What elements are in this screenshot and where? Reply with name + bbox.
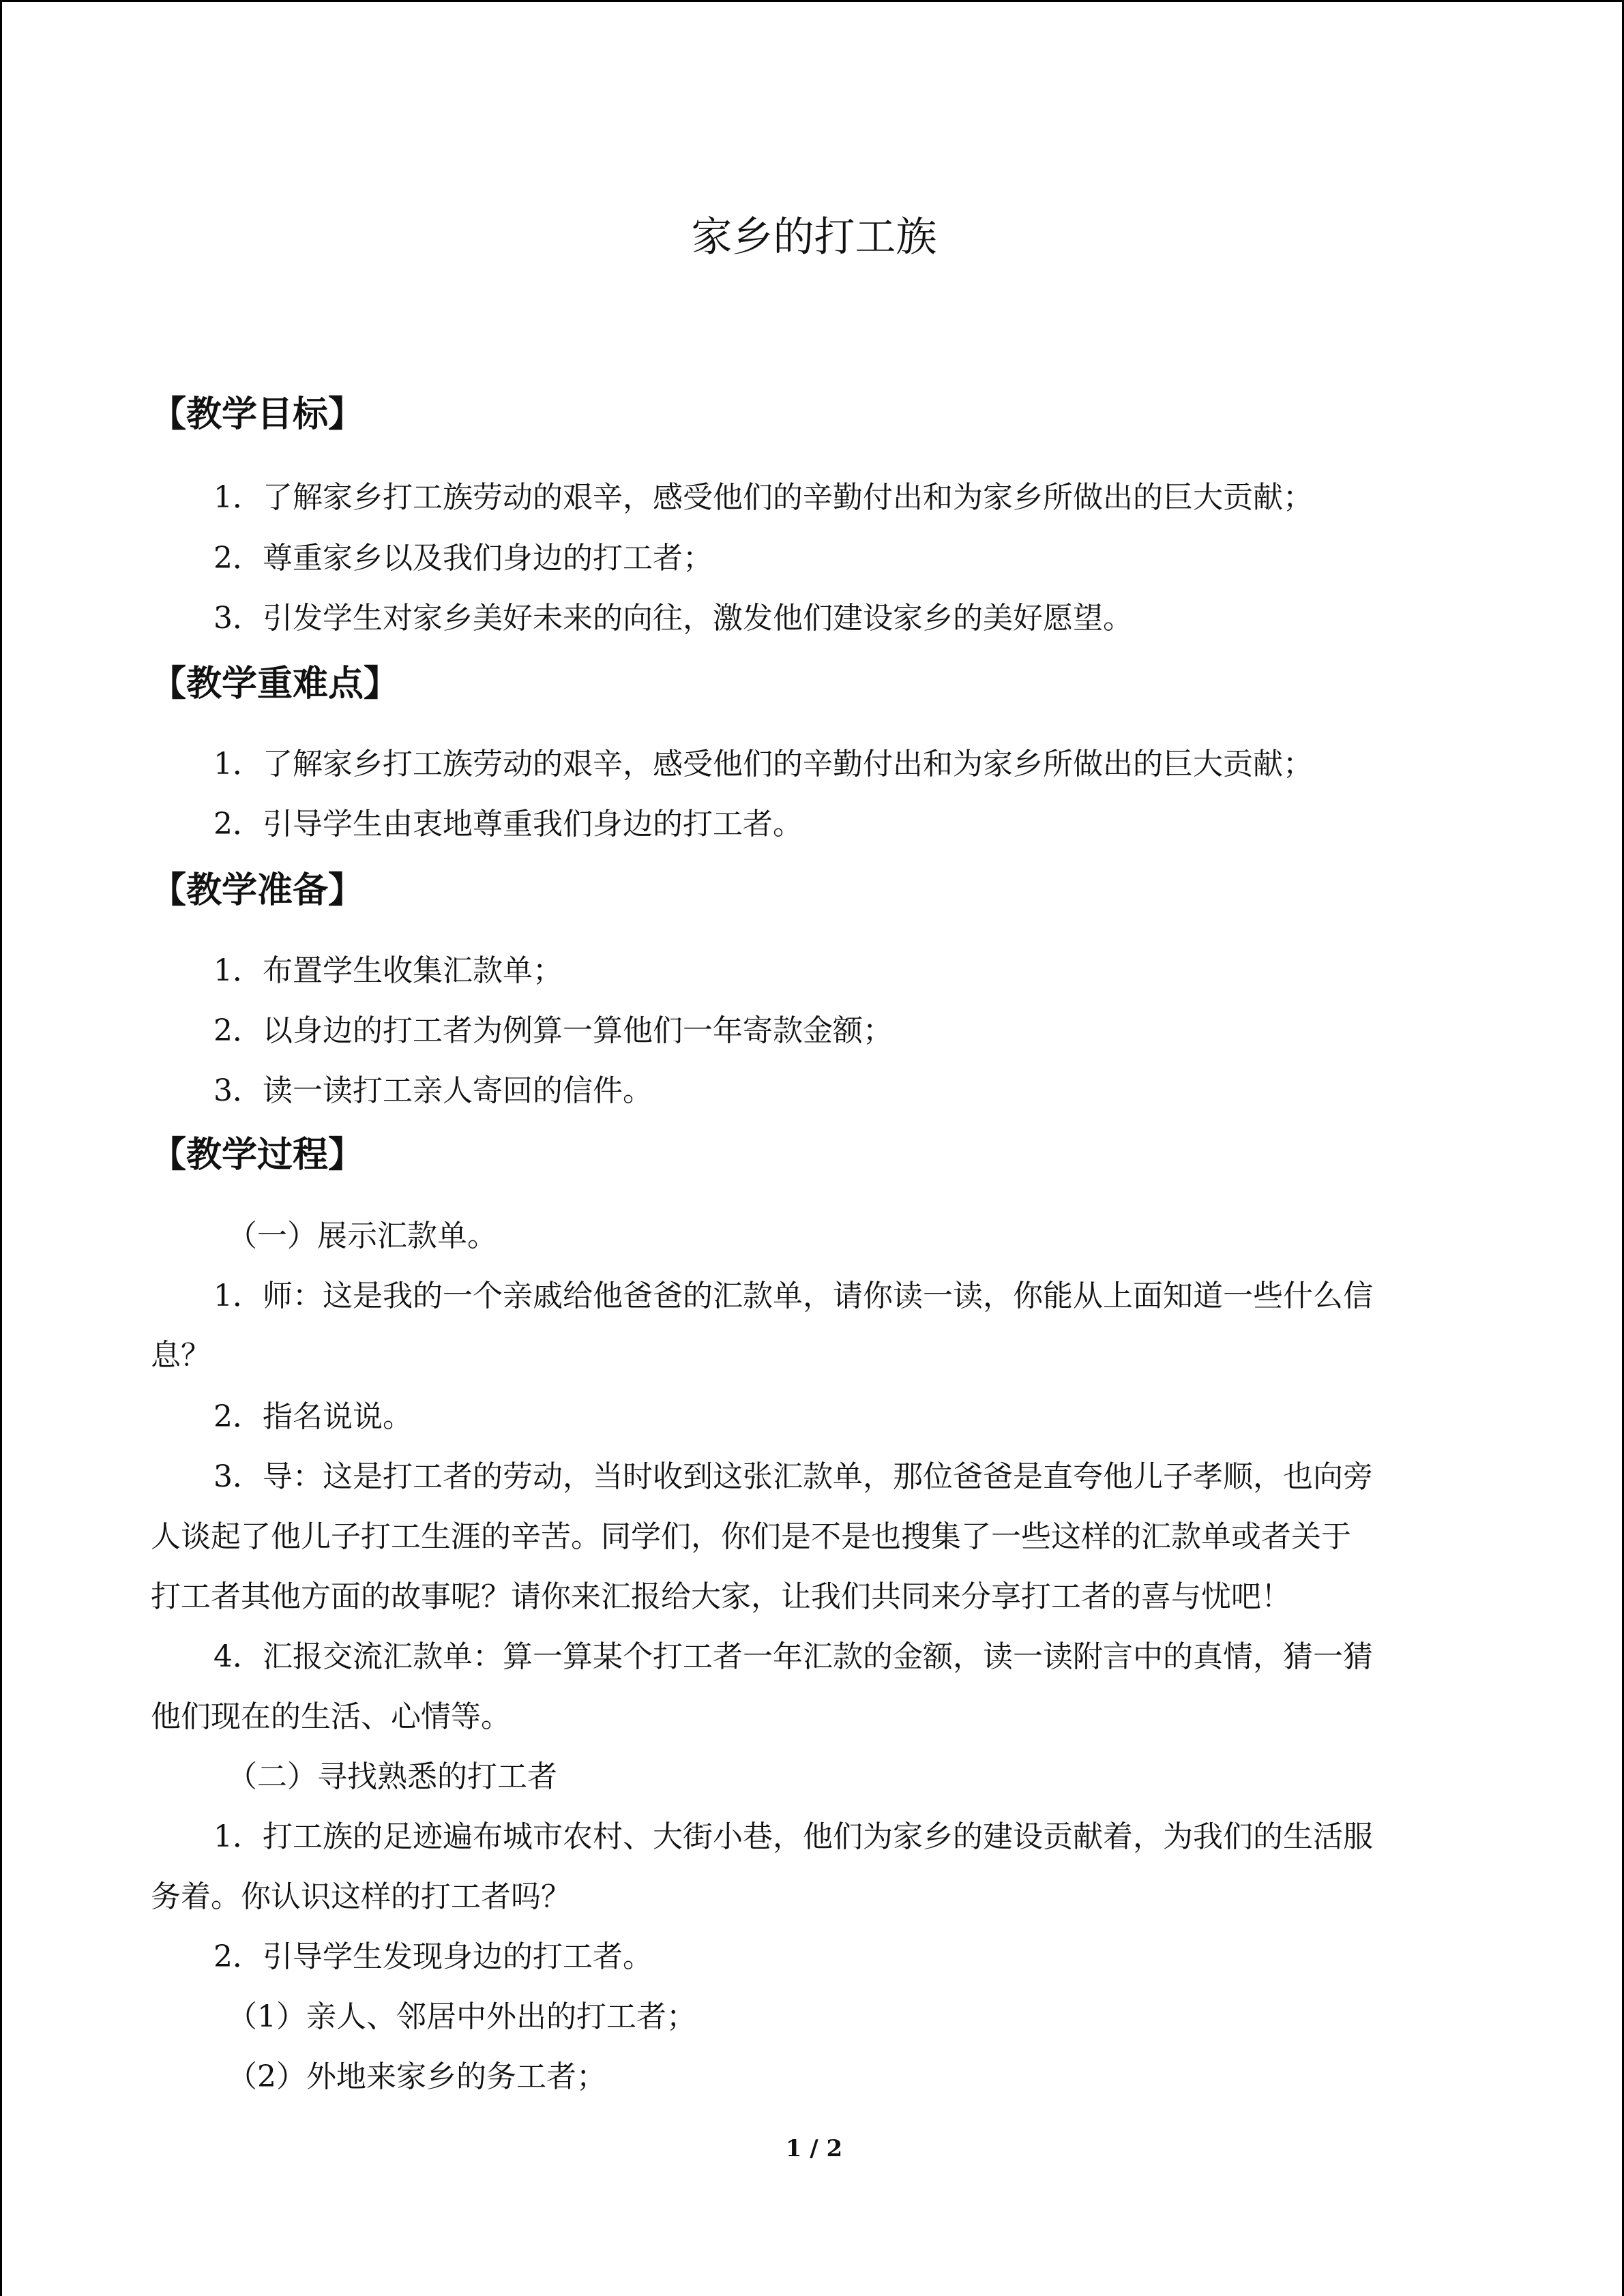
process-line: 1．打工族的足迹遍布城市农村、大街小巷，他们为家乡的建设贡献着，为我们的生活服 <box>213 1819 1373 1854</box>
process-line: 2．指名说说。 <box>213 1399 413 1434</box>
preparation-item: 1．布置学生收集汇款单； <box>213 953 563 988</box>
process-subheading: （一）展示汇款单。 <box>227 1219 497 1253</box>
process-line: 2．引导学生发现身边的打工者。 <box>213 1939 653 1974</box>
section-heading-preparation: 【教学准备】 <box>151 870 364 911</box>
process-subheading: （二）寻找熟悉的打工者 <box>227 1759 557 1794</box>
goal-item: 3．引发学生对家乡美好未来的向往，激发他们建设家乡的美好愿望。 <box>213 601 1133 636</box>
section-heading-goals: 【教学目标】 <box>151 394 364 435</box>
process-line: 务着。你认识这样的打工者吗？ <box>151 1879 571 1914</box>
process-line: 3．导：这是打工者的劳动，当时收到这张汇款单，那位爸爸是直夸他儿子孝顺，也向旁 <box>213 1459 1373 1494</box>
preparation-item: 3．读一读打工亲人寄回的信件。 <box>213 1073 653 1108</box>
goal-item: 1．了解家乡打工族劳动的艰辛，感受他们的辛勤付出和为家乡所做出的巨大贡献； <box>213 480 1313 515</box>
process-line: 1．师：这是我的一个亲戚给他爸爸的汇款单，请你读一读，你能从上面知道一些什么信 <box>213 1279 1373 1313</box>
goal-item: 2．尊重家乡以及我们身边的打工者； <box>213 541 713 576</box>
process-line: 他们现在的生活、心情等。 <box>151 1699 511 1734</box>
process-line: 4．汇报交流汇款单：算一算某个打工者一年汇款的金额，读一读附言中的真情，猜一猜 <box>213 1639 1373 1674</box>
process-line: 人谈起了他儿子打工生涯的辛苦。同学们，你们是不是也搜集了一些这样的汇款单或者关于 <box>151 1519 1351 1554</box>
process-line: （1）亲人、邻居中外出的打工者； <box>227 1999 696 2034</box>
document-title: 家乡的打工族 <box>691 213 937 261</box>
process-line: 息？ <box>151 1338 211 1373</box>
key-point-item: 1．了解家乡打工族劳动的艰辛，感受他们的辛勤付出和为家乡所做出的巨大贡献； <box>213 747 1313 781</box>
key-point-item: 2．引导学生由衷地尊重我们身边的打工者。 <box>213 807 803 841</box>
section-heading-process: 【教学过程】 <box>151 1135 364 1176</box>
process-line: （2）外地来家乡的务工者； <box>227 2059 606 2094</box>
page-number: 1 / 2 <box>785 2135 843 2162</box>
preparation-item: 2．以身边的打工者为例算一算他们一年寄款金额； <box>213 1013 893 1048</box>
section-heading-key-points: 【教学重难点】 <box>151 664 400 704</box>
process-line: 打工者其他方面的故事呢？请你来汇报给大家，让我们共同来分享打工者的喜与忧吧！ <box>151 1579 1291 1614</box>
